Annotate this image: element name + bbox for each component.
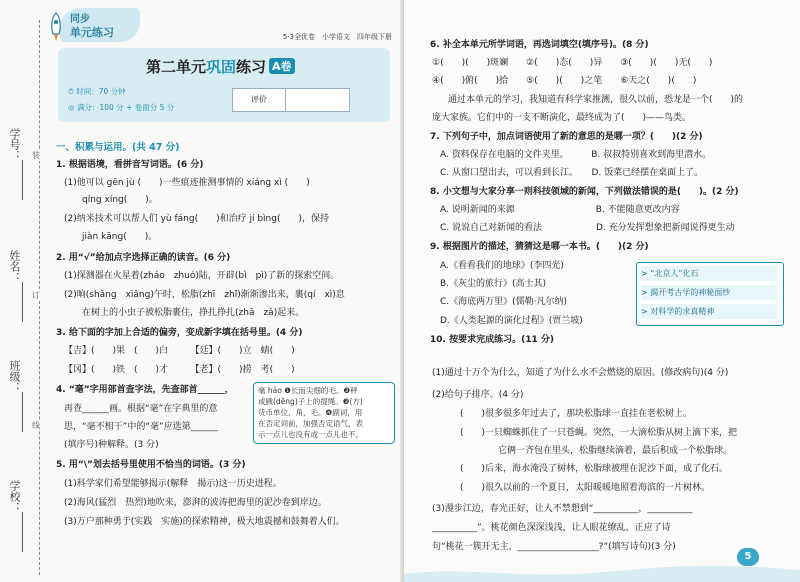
class-label: 班级： xyxy=(8,360,21,393)
q10-sentence-2-cont: 它俩一齐包在里头，松脂继续滴着，最后积成一个松脂球。 xyxy=(498,446,733,456)
q10-sentence-4[interactable]: ( )很久以前的一个夏日，太阳暖暖地照着海滨的一片树林。 xyxy=(460,483,711,493)
school-line[interactable] xyxy=(22,512,23,552)
question-6: 6. 补全本单元所学词语，再选词填空(填序号)。(8 分) xyxy=(430,40,649,50)
name-line[interactable] xyxy=(22,282,23,322)
badge-line1: 同步 xyxy=(70,14,90,25)
page-number: 5 xyxy=(737,548,759,566)
q1-line-4[interactable]: jiàn kāng( )。 xyxy=(82,232,158,242)
q4-line-4: (填序号)种解释。(3 分) xyxy=(64,440,159,450)
clue-3: > 对科学的求真精神 xyxy=(641,304,777,319)
def-line-4: 在否定词前，加强否定语气，表 xyxy=(258,419,363,428)
question-8[interactable]: 8. 小文想与大家分享一则科技领域的新闻，下列做法错误的是( )。(2 分) xyxy=(430,187,739,197)
q1-line-1[interactable]: (1)他可以 gēn jù ( )一些痕迹推测事情的 xiáng xì ( ) xyxy=(64,178,310,188)
student-id-line[interactable] xyxy=(22,160,23,200)
q6-row-2[interactable]: ④( )俯( )拾 ⑤( )( )之笔 ⑥天之( )( ) xyxy=(432,76,697,86)
question-10: 10. 按要求完成练习。(11 分) xyxy=(430,335,554,345)
clue-2: > 揭开考古学的神秘面纱 xyxy=(641,285,777,300)
section-heading: 一、积累与运用。(共 47 分) xyxy=(56,142,180,153)
evaluation-label: 评价 xyxy=(233,89,286,111)
question-4[interactable]: 4. “毫”字用部首查字法，先查部首______， xyxy=(56,385,234,395)
q2-line-3: 在树上的小虫子被松脂裹住，挣扎挣扎(zhā zǎ)起来。 xyxy=(82,308,305,318)
q8-options-cd[interactable]: C. 说说自己对新闻的看法 D. 充分发挥想象把新闻说得更生动 xyxy=(440,223,735,233)
q8-options-ab[interactable]: A. 说明新闻的来源 B. 不能随意更改内容 xyxy=(440,205,680,215)
q5-line-3[interactable]: (3)万户那种勇于(实践 实施)的探索精神，极大地震撼和鼓舞着人们。 xyxy=(64,517,345,527)
q3-row-1[interactable]: 【吉】( )果 ( )白 【廷】( )立 蜻( ) xyxy=(64,346,295,356)
score-info xyxy=(68,102,174,113)
brand-text: 5·3全优卷 小学语文 四年级下册 xyxy=(282,33,392,41)
evaluation-field[interactable] xyxy=(286,89,348,111)
q7-options-ab[interactable]: A. 资料保存在电脑的文件夹里。 B. 叔叔特别喜欢到海里潜水。 xyxy=(440,150,712,160)
cut-mark-1: 装 xyxy=(32,151,40,160)
question-7[interactable]: 7. 下列句子中，加点词语使用了新的意思的是哪一项？( )(2 分) xyxy=(430,132,703,142)
q3-row-2[interactable]: 【冈】( )铁 ( )才 【老】( )捞 考( ) xyxy=(64,365,295,375)
q10-sentence-3[interactable]: ( )后来，海水淹没了树林，松脂球被埋在泥沙下面，成了化石。 xyxy=(460,464,729,474)
cut-mark-2: 订 xyxy=(32,291,40,300)
score-text: 满分：100 分 + 卷面分 5 分 xyxy=(76,103,175,112)
title-badge: A卷 xyxy=(269,58,295,74)
target-icon: ◎ xyxy=(68,103,77,112)
question-3: 3. 给下面的字加上合适的偏旁，变成新字填在括号里。(4 分) xyxy=(56,328,303,338)
q10-sentence-2[interactable]: ( )一只蜘蛛抓住了一只苍蝇。突然，一大滴松脂从树上滴下来，把 xyxy=(460,428,738,438)
page-title xyxy=(146,56,295,77)
dictionary-definition-box xyxy=(253,382,395,444)
q10-sentence-1[interactable]: ( )很多很多年过去了，那块松脂球一直挂在老松树上。 xyxy=(460,409,693,419)
q9-option-d[interactable]: D.《人类起源的演化过程》(贾兰坡) xyxy=(440,316,583,326)
q2-line-2[interactable]: (2)晌(shǎng xiǎng)午时，松脂(zhī zhǐ)渐渐渗出来，裹(qí xì)息 xyxy=(64,290,345,300)
def-line-1: 毫 háo ❶长而尖细的毛。❷秤 xyxy=(258,386,358,395)
q5-line-1[interactable]: (1)科学家们希望能够揭示(解释 揭示)这一历史进程。 xyxy=(64,479,282,489)
q6-paragraph-1[interactable]: 通过本单元的学习，我知道有科学家推测，很久以前，恐龙是一个( )的 xyxy=(448,95,744,105)
q10-part-1[interactable]: (1)通过十万个为什么，知道了为什么水不会燃烧的原因。(修改病句)(4 分) xyxy=(432,368,729,378)
title-part-b: 巩固 xyxy=(206,58,237,76)
q10-part-3-line-2[interactable]: __________”。桃花颜色深深浅浅，让人眼花缭乱，正应了诗 xyxy=(432,523,671,533)
question-5: 5. 用“\”划去括号里使用不恰当的词语。(3 分) xyxy=(56,460,246,470)
q9-option-a[interactable]: A.《看看我们的地球》(李四光) xyxy=(440,261,564,271)
question-1: 1. 根据语境，看拼音写词语。(6 分) xyxy=(56,160,204,170)
clue-1: > “北京人”化石 xyxy=(641,266,777,281)
title-box xyxy=(58,48,390,122)
question-2: 2. 用“√”给加点字选择正确的读音。(6 分) xyxy=(56,253,231,263)
time-text: 时间：70 分钟 xyxy=(76,87,126,96)
evaluation-table xyxy=(232,88,350,112)
book-clue-box xyxy=(636,262,784,326)
time-info xyxy=(68,86,126,97)
clock-icon: ⏱ xyxy=(68,87,77,96)
name-label: 姓名： xyxy=(8,250,21,283)
q4-line-3[interactable]: 思，“毫不相干”中的“毫”应选第______ xyxy=(64,422,218,432)
header-bar xyxy=(52,32,392,44)
q10-part-3-line-3[interactable]: 句“桃花一簇开无主，__________________?”(填写诗句)(3 分) xyxy=(432,542,676,552)
q9-option-b[interactable]: B.《灰尘的旅行》(高士其) xyxy=(440,279,547,289)
class-line[interactable] xyxy=(22,392,23,432)
cut-mark-3: 线 xyxy=(32,421,40,430)
def-line-3: 货币单位，角，毛。❹副词，用 xyxy=(258,408,363,417)
def-line-2: 或戥(děng)子上的提绳。❸(方) xyxy=(258,397,363,406)
binding-margin xyxy=(0,0,50,582)
q5-line-2[interactable]: (2)海风(猛烈 热烈)地吹来，澎湃的波涛把海里的泥沙卷到岸边。 xyxy=(64,498,327,508)
q1-line-3[interactable]: (2)纳米技术可以帮人们 yù fáng( )和治疗 jí bìng( )，保持 xyxy=(64,214,330,224)
school-label: 学校： xyxy=(8,480,21,513)
q2-line-1[interactable]: (1)探测器在火星着(zháo zhuó)陆，开辟(bì pì)了新的探索空间。 xyxy=(64,271,340,281)
q1-line-2[interactable]: qíng xíng( )。 xyxy=(82,195,158,205)
q4-line-2[interactable]: 再查______画。根据“毫”在字典里的意 xyxy=(64,404,218,414)
q6-row-1[interactable]: ①( )( )斑斓 ②( )态( )异 ③( )( )无( ) xyxy=(432,58,713,68)
question-9[interactable]: 9. 根据图片的描述，猜猜这是哪一本书。( )(2 分) xyxy=(430,242,649,252)
q7-options-cd[interactable]: C. 从窗口望出去，可以看到长江。 D. 饭菜已经摆在桌面上了。 xyxy=(440,168,704,178)
q6-paragraph-2[interactable]: 庞大家族。它们中的一支不断演化，最终成为了( )——鸟类。 xyxy=(432,113,692,123)
badge-line2: 单元练习 xyxy=(70,26,114,39)
q10-part-2: (2)给句子排序。(4 分) xyxy=(432,390,524,400)
def-line-5: 示一点儿也没有或一点儿也不。 xyxy=(258,430,363,439)
q9-option-c[interactable]: C.《海底两万里》(儒勒·凡尔纳) xyxy=(440,297,568,307)
student-id-label: 学号： xyxy=(8,128,21,161)
q10-part-3-line-1[interactable]: (3)漫步江边，春光正好，让人不禁想到“__________，__________ xyxy=(432,504,693,514)
title-part-a: 第二单元 xyxy=(146,58,207,76)
title-part-c: 练习 xyxy=(236,58,267,76)
